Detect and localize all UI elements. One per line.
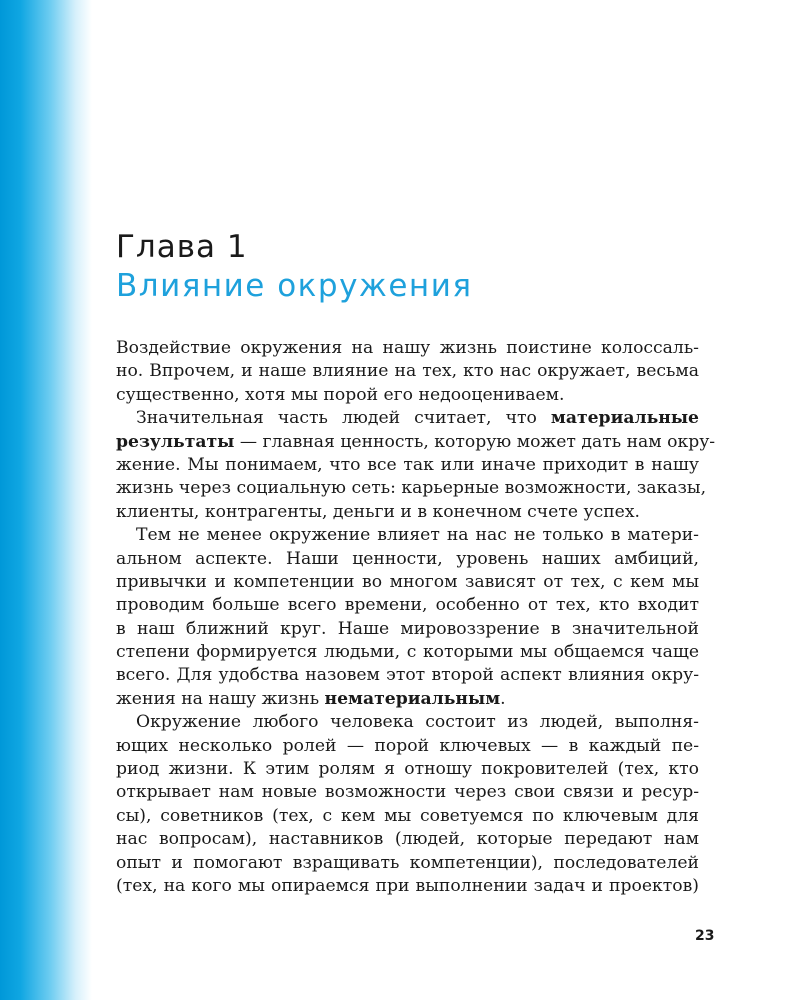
text-segment: всего. Для удобства назовем этот второй аспект влияния окру- xyxy=(116,665,699,686)
text-line xyxy=(116,618,699,641)
text-line xyxy=(116,454,699,477)
text-segment: Окружение любого человека состоит из людей, выполня- xyxy=(136,712,699,733)
text-line xyxy=(116,501,699,524)
text-segment: но. Впрочем, и наше влияние на тех, кто нас окружает, весьма xyxy=(116,361,699,382)
text-line xyxy=(116,431,716,454)
chapter-number: Глава 1 xyxy=(116,229,248,265)
text-segment: проводим больше всего времени, особенно от тех, кто входит xyxy=(116,595,699,616)
text-line xyxy=(116,688,699,711)
chapter-body xyxy=(116,337,716,898)
bold-term: результаты xyxy=(116,431,235,452)
text-segment: жизнь через социальную сеть: карьерные возможности, заказы, xyxy=(116,478,707,499)
paragraph xyxy=(116,524,699,711)
text-line xyxy=(116,758,699,781)
bold-term: материальные xyxy=(550,408,699,429)
text-line xyxy=(116,384,699,407)
text-line xyxy=(116,477,707,500)
text-line xyxy=(116,735,699,758)
text-segment: степени формируется людьми, с которыми мы общаемся чаще xyxy=(116,642,699,663)
text-segment: Значительная часть людей считает, что xyxy=(136,408,551,429)
text-segment: (тех, на кого мы опираемся при выполнении задач и проектов) xyxy=(116,875,699,896)
text-line xyxy=(116,337,699,360)
text-segment: . xyxy=(500,688,506,709)
text-line xyxy=(116,781,699,804)
text-line xyxy=(116,828,699,851)
text-segment: привычки и компетенции во многом зависят от тех, с кем мы xyxy=(116,571,699,592)
text-segment: жения на нашу жизнь xyxy=(116,688,325,709)
text-segment: альном аспекте. Наши ценности, уровень наших амбиций, xyxy=(116,548,699,569)
paragraph xyxy=(116,711,699,898)
paragraph xyxy=(116,337,699,407)
text-line xyxy=(116,524,699,547)
text-segment: сы), советников (тех, с кем мы советуемся по ключевым для xyxy=(116,805,699,826)
text-line xyxy=(116,407,699,430)
text-segment: в наш ближний круг. Наше мировоззрение в значительной xyxy=(116,618,699,639)
text-segment: риод жизни. К этим ролям я отношу покровителей (тех, кто xyxy=(116,759,699,780)
text-line xyxy=(116,360,699,383)
paragraph xyxy=(116,407,716,524)
bold-term: нематериальным xyxy=(324,688,501,709)
text-segment: Тем не менее окружение влияет на нас не только в матери- xyxy=(136,525,699,546)
text-segment: — главная ценность, которую может дать нам окру- xyxy=(234,431,716,452)
text-line xyxy=(116,594,699,617)
text-line xyxy=(116,548,699,571)
decorative-edge-strip xyxy=(0,0,92,1000)
text-line xyxy=(116,805,699,828)
text-segment: клиенты, контрагенты, деньги и в конечном счете успех. xyxy=(116,501,641,522)
text-line xyxy=(116,852,699,875)
text-line xyxy=(116,641,699,664)
text-segment: Воздействие окружения на нашу жизнь поистине колоссаль- xyxy=(116,338,699,358)
text-line xyxy=(116,711,699,734)
text-line xyxy=(116,875,699,898)
chapter-title: Влияние окружения xyxy=(116,268,473,304)
text-segment: ющих несколько ролей — порой ключевых — в каждый пе- xyxy=(116,735,699,756)
text-segment: опыт и помогают взращивать компетенции), последователей xyxy=(116,852,699,873)
page-number: 23 xyxy=(695,928,715,944)
text-segment: открывает нам новые возможности через свои связи и ресур- xyxy=(116,782,699,803)
text-segment: существенно, хотя мы порой его недооцениваем. xyxy=(116,384,565,405)
text-segment: жение. Мы понимаем, что все так или иначе приходит в нашу xyxy=(116,454,699,475)
text-line xyxy=(116,664,699,687)
text-segment: нас вопросам), наставников (людей, которые передают нам xyxy=(116,829,699,850)
text-line xyxy=(116,571,699,594)
